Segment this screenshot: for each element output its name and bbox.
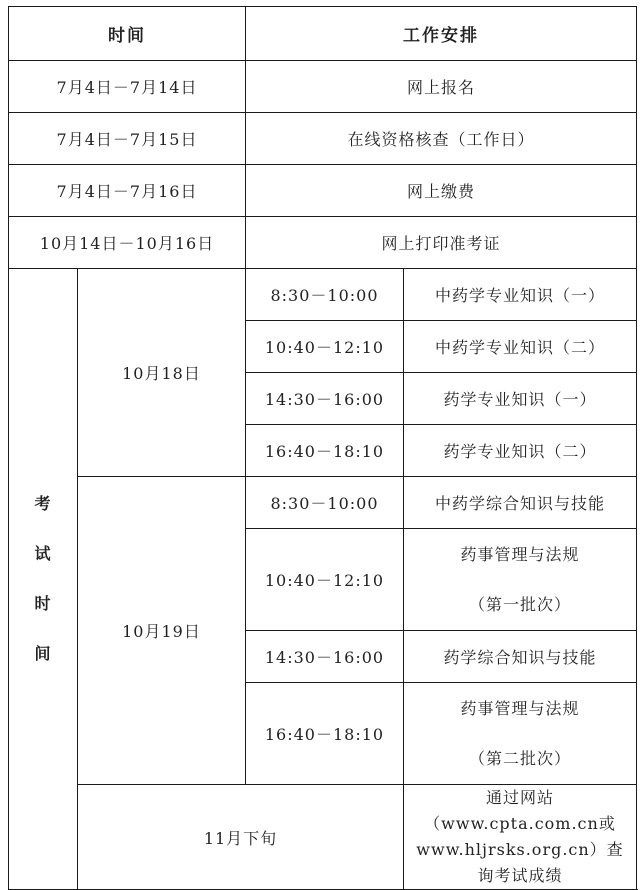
exam-label-char: 试 [34, 544, 52, 563]
session-time: 16:40－18:10 [246, 683, 404, 785]
row-time: 7月4日－7月16日 [9, 165, 246, 217]
session-subject: 中药学专业知识（一） [404, 269, 637, 321]
results-line: www.hljrsks.org.cn）查询考试成绩 [416, 840, 624, 885]
row-work: 在线资格核查（工作日） [246, 113, 637, 165]
subject-batch: （第一批次） [468, 594, 571, 614]
session-subject [404, 683, 637, 785]
table-row [9, 217, 637, 269]
session-subject: 中药学综合知识与技能 [404, 477, 637, 529]
session-time: 14:30－16:00 [246, 631, 404, 683]
exam-session-row [9, 477, 637, 529]
session-subject: 药学专业知识（一） [404, 373, 637, 425]
row-work: 网上报名 [246, 61, 637, 113]
results-info [404, 785, 637, 890]
row-time: 10月14日－10月16日 [9, 217, 246, 269]
exam-time-label [9, 269, 78, 890]
session-time: 14:30－16:00 [246, 373, 404, 425]
table-row [9, 113, 637, 165]
session-time: 8:30－10:00 [246, 477, 404, 529]
header-work: 工作安排 [246, 7, 637, 61]
subject-batch: （第二批次） [468, 748, 571, 768]
header-time: 时间 [9, 7, 246, 61]
session-time: 8:30－10:00 [246, 269, 404, 321]
table-row [9, 61, 637, 113]
row-work: 网上缴费 [246, 165, 637, 217]
session-time: 16:40－18:10 [246, 425, 404, 477]
exam-label-char: 时 [34, 594, 52, 613]
results-row [9, 785, 637, 890]
session-subject: 药学综合知识与技能 [404, 631, 637, 683]
table-row [9, 165, 637, 217]
header-row [9, 7, 637, 61]
subject-line: 药事管理与法规 [460, 544, 580, 564]
session-time: 10:40－12:10 [246, 529, 404, 631]
exam-schedule-table [8, 6, 637, 890]
row-work: 网上打印准考证 [246, 217, 637, 269]
results-time: 11月下旬 [78, 785, 404, 890]
subject-line: 药事管理与法规 [460, 698, 580, 718]
exam-session-row [9, 269, 637, 321]
session-subject: 中药学专业知识（二） [404, 321, 637, 373]
exam-date: 10月18日 [78, 269, 246, 477]
exam-label-char: 间 [34, 644, 52, 663]
exam-label-char: 考 [34, 494, 52, 513]
exam-date: 10月19日 [78, 477, 246, 785]
session-subject: 药学专业知识（二） [404, 425, 637, 477]
row-time: 7月4日－7月15日 [9, 113, 246, 165]
row-time: 7月4日－7月14日 [9, 61, 246, 113]
session-time: 10:40－12:10 [246, 321, 404, 373]
session-subject [404, 529, 637, 631]
results-line: 通过网站（www.cpta.com.cn或 [424, 788, 616, 833]
